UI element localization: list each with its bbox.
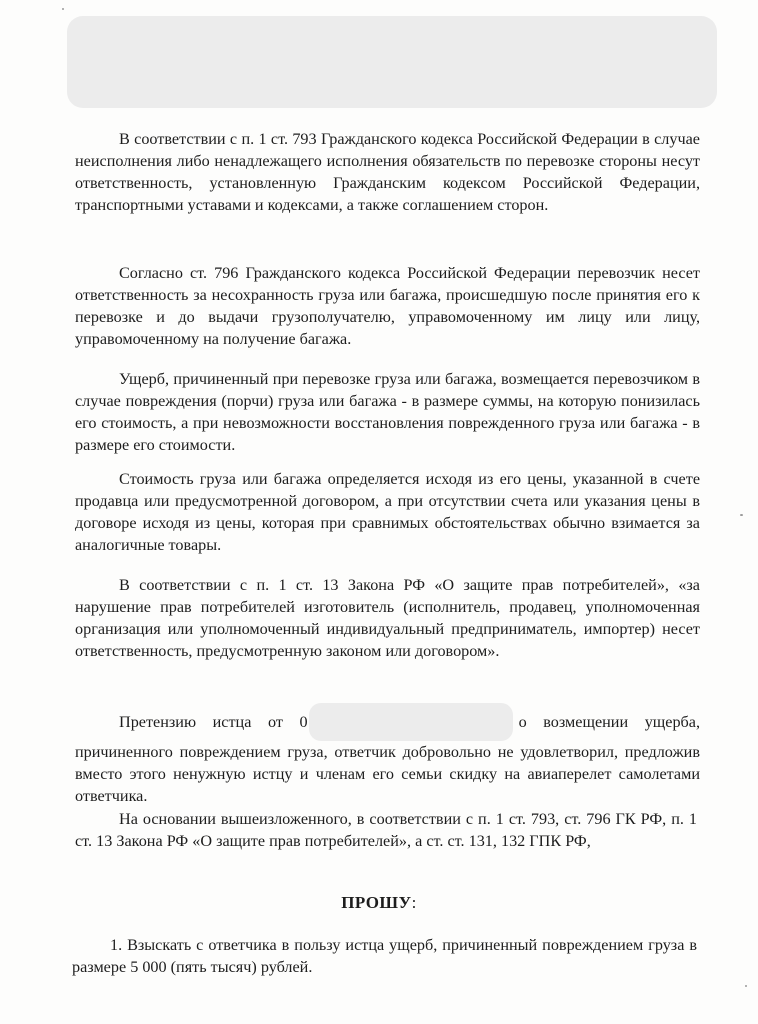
redacted-date-block xyxy=(309,703,513,741)
redacted-header-block xyxy=(67,16,717,108)
paragraph-6-end: о возмещении ущерба, причиненного повреждением груза, ответчик добровольно не удовлетворил, предложив вместо этого ненужную истцу и членам его семьи скидку на авиаперелет самолетами ответчика. xyxy=(75,713,700,805)
request-item-1: 1. Взыскать с ответчика в пользу истца ущерб, причиненный повреждением груза в размере 5 000 (пять тысяч) рублей. xyxy=(72,936,697,976)
paragraph-4: Стоимость груза или багажа определяется исходя из его цены, указанной в счете продавца или предусмотренной договором, а при отсутствии счета или указания цены в договоре исходя из цены, которая при сравнимых обстоятельствах обычно взимается за аналогичные товары. xyxy=(75,470,700,554)
scan-speck xyxy=(745,985,747,987)
paragraph-2: Согласно ст. 796 Гражданского кодекса Российской Федерации перевозчик несет ответственность за несохранность груза или багажа, происшедшую после принятия его к перевозке и до выдачи грузополучателю, управомоченному им лицу или лицу, управомоченному на получение багажа. xyxy=(75,264,700,348)
scan-speck xyxy=(740,514,743,516)
paragraph-5: В соответствии с п. 1 ст. 13 Закона РФ «О защите прав потребителей», «за нарушение прав потребителей изготовитель (исполнитель, продавец, уполномоченная организация или уполномоченный индивидуальный предприниматель, импортер) несет ответственность, предусмотренную законом или договором». xyxy=(75,576,700,660)
request-heading-colon: : xyxy=(411,893,417,912)
paragraph-1: В соответствии с п. 1 ст. 793 Гражданского кодекса Российской Федерации в случае неисполнения либо ненадлежащего исполнения обязательств по перевозке стороны несут ответственность, установленную Гражданским кодексом Российской Федерации, транспортными уставами и кодексами, а также соглашением сторон. xyxy=(75,130,700,214)
request-heading-word: ПРОШУ xyxy=(341,893,412,912)
scan-speck xyxy=(62,8,64,10)
paragraph-6-start: Претензию истца от 0 xyxy=(119,713,308,731)
paragraph-7: На основании вышеизложенного, в соответствии с п. 1 ст. 793, ст. 796 ГК РФ, п. 1 ст. 13 Закона РФ «О защите прав потребителей», а ст. ст. 131, 132 ГПК РФ, xyxy=(75,810,697,850)
paragraph-3: Ущерб, причиненный при перевозке груза или багажа, возмещается перевозчиком в случае повреждения (порчи) груза или багажа - в размере суммы, на которую понизилась его стоимость, а при невозможности восстановления поврежденного груза или багажа - в размере его стоимости. xyxy=(75,370,700,454)
paragraph-6 xyxy=(75,703,700,807)
request-heading xyxy=(0,893,758,913)
